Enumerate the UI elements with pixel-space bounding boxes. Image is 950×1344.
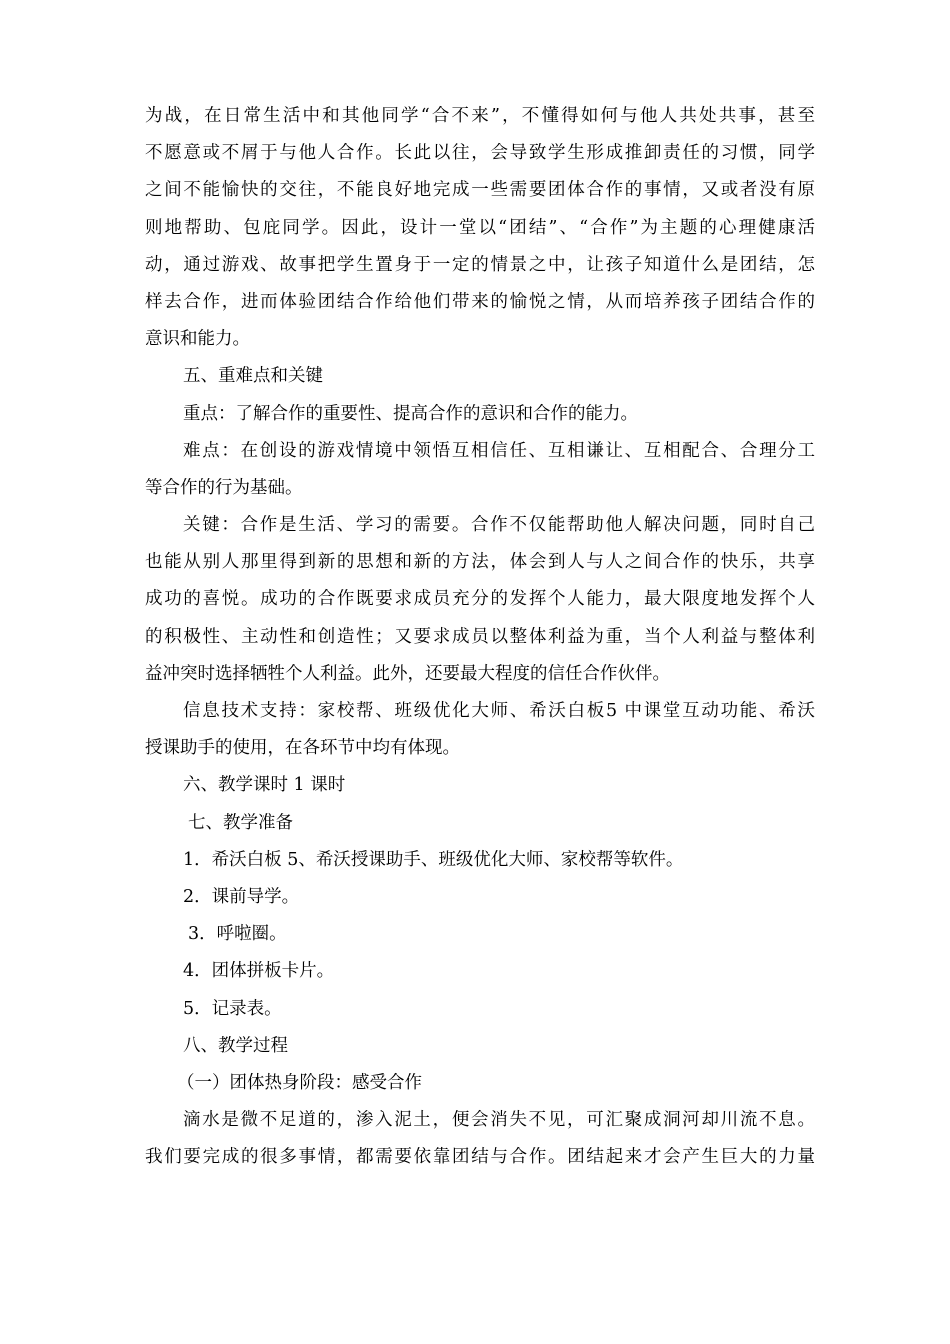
- paragraph-line: 意识和能力。: [145, 329, 250, 350]
- section-heading: 七、教学准备: [188, 812, 293, 833]
- list-item: 5．记录表。: [183, 998, 282, 1019]
- paragraph-line: 动，通过游戏、故事把学生置身于一定的情景之中，让孩子知道什么是团结，怎: [145, 254, 815, 275]
- document-body: [145, 98, 815, 1176]
- paragraph-line: 我们要完成的很多事情，都需要依靠团结与合作。团结起来才会产生巨大的力量: [145, 1147, 815, 1168]
- section-heading: 八、教学过程: [183, 1035, 288, 1056]
- list-item: 1．希沃白板 5、希沃授课助手、班级优化大师、家校帮等软件。: [183, 849, 684, 870]
- subsection-heading: （一）团体热身阶段：感受合作: [177, 1072, 422, 1093]
- paragraph-line: 难点：在创设的游戏情境中领悟互相信任、互相谦让、互相配合、合理分工: [183, 440, 815, 461]
- paragraph-line: 则地帮助、包庇同学。因此，设计一堂以“团结”、“合作”为主题的心理健康活: [145, 217, 815, 238]
- paragraph-line: 不愿意或不屑于与他人合作。长此以往，会导致学生形成推卸责任的习惯，同学: [145, 143, 815, 164]
- paragraph-line: 也能从别人那里得到新的思想和新的方法，体会到人与人之间合作的快乐，共享: [145, 552, 815, 573]
- paragraph-line: 授课助手的使用，在各环节中均有体现。: [145, 738, 460, 759]
- list-item: 4．团体拼板卡片。: [183, 961, 335, 982]
- list-item: 3．呼啦圈。: [188, 924, 287, 945]
- paragraph-line: 等合作的行为基础。: [145, 477, 303, 498]
- paragraph-line: 关键：合作是生活、学习的需要。合作不仅能帮助他人解决问题，同时自己: [183, 515, 815, 536]
- section-heading: 五、重难点和关键: [183, 366, 323, 387]
- list-item: 2．课前导学。: [183, 886, 300, 907]
- paragraph-line: 成功的喜悦。成功的合作既要求成员充分的发挥个人能力，最大限度地发挥个人: [145, 589, 815, 610]
- paragraph-line: 重点：了解合作的重要性、提高合作的意识和合作的能力。: [183, 403, 638, 424]
- paragraph-line: 样去合作，进而体验团结合作给他们带来的愉悦之情，从而培养孩子团结合作的: [145, 291, 815, 312]
- paragraph-line: 的积极性、主动性和创造性；又要求成员以整体利益为重，当个人利益与整体利: [145, 626, 815, 647]
- paragraph-line: 益冲突时选择牺牲个人利益。此外，还要最大程度的信任合作伙伴。: [145, 663, 670, 684]
- paragraph-line: 信息技术支持：家校帮、班级优化大师、希沃白板5 中课堂互动功能、希沃: [183, 701, 815, 721]
- paragraph-line: 为战，在日常生活中和其他同学“合不来”，不懂得如何与他人共处共事，甚至: [145, 106, 815, 126]
- paragraph-line: 滴水是微不足道的，渗入泥土，便会消失不见，可汇聚成洞河却川流不息。: [183, 1110, 815, 1131]
- section-heading: 六、教学课时 1 课时: [183, 775, 346, 796]
- paragraph-line: 之间不能愉快的交往，不能良好地完成一些需要团体合作的事情，又或者没有原: [145, 180, 815, 201]
